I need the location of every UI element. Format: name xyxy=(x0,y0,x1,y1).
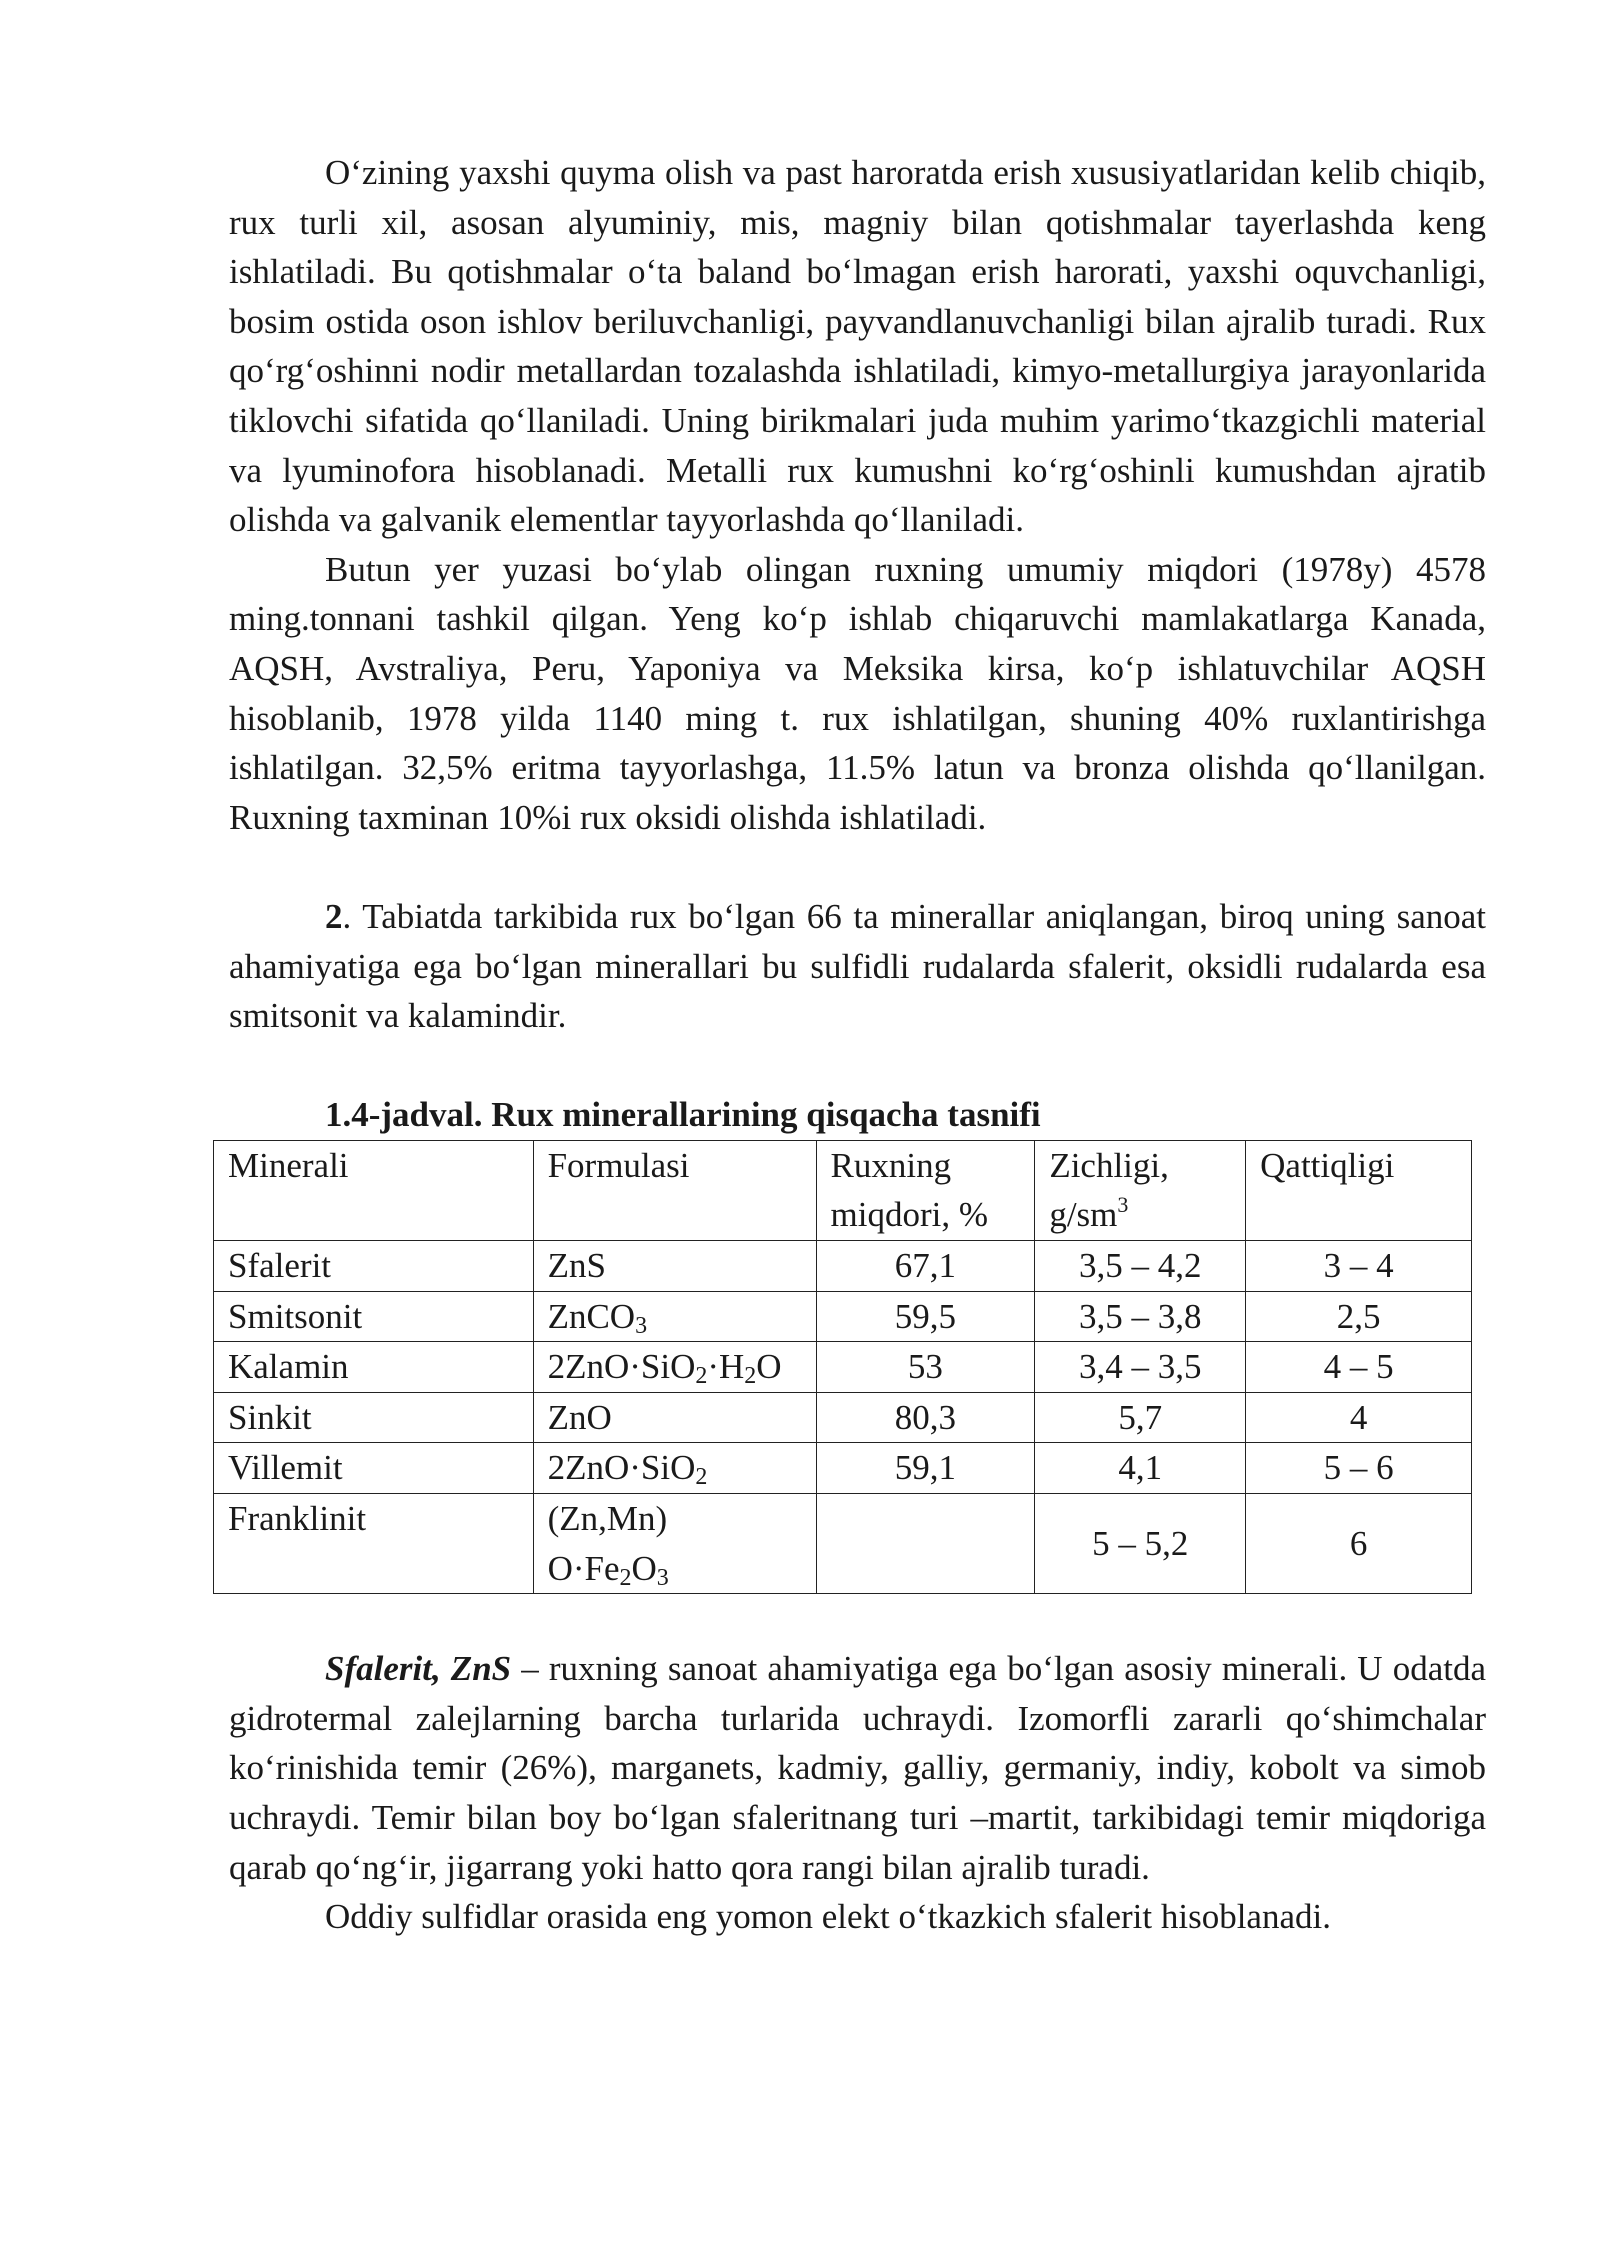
cell-density: 4,1 xyxy=(1035,1443,1246,1494)
table-row xyxy=(214,1494,1472,1594)
formula-part: O xyxy=(756,1347,782,1387)
spacer xyxy=(229,842,1486,892)
formula-part: O xyxy=(631,1548,657,1588)
formula-part: ZnS xyxy=(547,1246,606,1286)
header-zinc-content: Ruxning miqdori, % xyxy=(816,1140,1035,1240)
table-row xyxy=(214,1241,1472,1292)
cell-zinc: 59,5 xyxy=(816,1291,1035,1342)
cell-formula xyxy=(533,1443,816,1494)
cell-density: 3,5 – 3,8 xyxy=(1035,1291,1246,1342)
formula-subscript: 2 xyxy=(695,1464,708,1491)
cell-mineral: Sinkit xyxy=(214,1392,534,1443)
header-formula: Formulasi xyxy=(533,1140,816,1240)
formula-part: ·H xyxy=(707,1347,745,1387)
cell-zinc: 80,3 xyxy=(816,1392,1035,1443)
table-row xyxy=(214,1392,1472,1443)
cell-formula xyxy=(533,1241,816,1292)
cell-density: 5,7 xyxy=(1035,1392,1246,1443)
cell-hardness: 2,5 xyxy=(1246,1291,1472,1342)
cell-zinc xyxy=(816,1494,1035,1594)
cell-mineral: Smitsonit xyxy=(214,1291,534,1342)
section-number: 2 xyxy=(325,896,343,936)
section-text: . Tabiatda tarkibida rux bo‘lgan 66 ta minerallar aniqlangan, biroq uning sanoat ahamiyatiga ega bo‘lgan minerallari bu sulfidli rudalarda sfalerit, oksidli rudalarda esa smitsonit va kalamindir. xyxy=(229,896,1486,1036)
cell-formula xyxy=(533,1494,816,1594)
paragraph-production: Butun yer yuzasi bo‘ylab olingan ruxning umumiy miqdori (1978y) 4578 ming.tonnani tashkil qilgan. Yeng ko‘p ishlab chiqaruvchi mamlakatlarga Kanada, AQSH, Avstraliya, Peru, Yaponiya va Meksika kirsa, ko‘p ishlatuvchilar AQSH hisoblanib, 1978 yilda 1140 ming t. rux ishlatilgan, shuning 40% ruxlantirishga ishlatilgan. 32,5% eritma tayyorlashga, 11.5% latun va bronza olishda qo‘llanilgan. Ruxning taxminan 10%i rux oksidi olishda ishlatiladi. xyxy=(229,549,1486,837)
paragraph-minerals-intro xyxy=(229,892,1486,1041)
paragraph-alloys: O‘zining yaxshi quyma olish va past haroratda erish xususiyatlaridan kelib chiqib, rux turli xil, asosan alyuminiy, mis, magniy bilan qotishmalar tayerlashda keng ishlatiladi. Bu qotishmalar o‘ta baland bo‘lmagan erish harorati, yaxshi oquvchanligi, bosim ostida oson ishlov beriluvchanligi, payvandlanuvchanligi bilan ajralib turadi. Rux qo‘rg‘oshinni nodir metallardan tozalashda ishlatiladi, kimyo-metallurgiya jarayonlarida tiklovchi sifatida qo‘llaniladi. Uning birikmalari juda muhim yarimo‘tkazgichli material va lyuminofora hisoblanadi. Metalli rux kumushni ko‘rg‘oshinli kumushdan ajratib olishda va galvanik elementlar tayyorlashda qo‘llaniladi. xyxy=(229,153,1486,540)
cell-density: 3,5 – 4,2 xyxy=(1035,1241,1246,1292)
table-row xyxy=(214,1342,1472,1393)
formula-part: 2ZnO·SiO xyxy=(547,1347,696,1387)
cell-zinc: 67,1 xyxy=(816,1241,1035,1292)
cell-formula xyxy=(533,1291,816,1342)
formula-part: ZnCO xyxy=(547,1296,636,1336)
cell-hardness: 4 – 5 xyxy=(1246,1342,1472,1393)
header-hardness: Qattiqligi xyxy=(1246,1140,1472,1240)
formula-subscript: 3 xyxy=(635,1312,648,1339)
sfalerit-lead: Sfalerit, ZnS xyxy=(325,1649,512,1689)
formula-part: O·Fe xyxy=(547,1548,620,1588)
density-unit-superscript: 3 xyxy=(1117,1192,1129,1218)
density-label: Zichligi, g/sm xyxy=(1049,1145,1169,1235)
cell-hardness: 5 – 6 xyxy=(1246,1443,1472,1494)
formula-subscript: 2 xyxy=(695,1363,708,1390)
formula-part: 2ZnO·SiO xyxy=(547,1448,696,1488)
cell-hardness: 4 xyxy=(1246,1392,1472,1443)
cell-formula xyxy=(533,1392,816,1443)
cell-density: 3,4 – 3,5 xyxy=(1035,1342,1246,1393)
cell-mineral: Franklinit xyxy=(214,1494,534,1594)
formula-subscript: 2 xyxy=(744,1363,757,1390)
sfalerit-text: – ruxning sanoat ahamiyatiga ega bo‘lgan asosiy minerali. U odatda gidrotermal zalejlarning barcha turlarida uchraydi. Izomorfli zararli qo‘shimchalar ko‘rinishida temir (26%), marganets, kadmiy, galliy, germaniy, indiy, kobolt va simob uchraydi. Temir bilan boy bo‘lgan sfaleritnang turi –martit, tarkibidagi temir miqdoriga qarab qo‘ng‘ir, jigarrang yoki hatto qora rangi bilan ajralib turadi. xyxy=(229,1649,1486,1887)
cell-formula xyxy=(533,1342,816,1393)
cell-zinc: 59,1 xyxy=(816,1443,1035,1494)
paragraph-conductivity: Oddiy sulfidlar orasida eng yomon elekt o‘tkazkich sfalerit hisoblanadi. xyxy=(325,1897,1331,1937)
table-row xyxy=(214,1291,1472,1342)
cell-mineral: Sfalerit xyxy=(214,1241,534,1292)
formula-part: (Zn,Mn) xyxy=(547,1499,668,1539)
formula-subscript: 2 xyxy=(619,1564,632,1591)
cell-mineral: Kalamin xyxy=(214,1342,534,1393)
header-density xyxy=(1035,1140,1246,1240)
paragraph-sfalerit xyxy=(229,1644,1486,1892)
minerals-table xyxy=(213,1140,1472,1594)
header-mineral: Minerali xyxy=(214,1140,534,1240)
spacer xyxy=(229,1041,1486,1091)
cell-density: 5 – 5,2 xyxy=(1035,1494,1246,1594)
cell-hardness: 3 – 4 xyxy=(1246,1241,1472,1292)
formula-subscript: 3 xyxy=(656,1564,669,1591)
cell-hardness: 6 xyxy=(1246,1494,1472,1594)
document-page xyxy=(229,148,1486,1942)
formula-part: ZnO xyxy=(547,1397,612,1437)
table-header-row xyxy=(214,1140,1472,1240)
cell-mineral: Villemit xyxy=(214,1443,534,1494)
cell-zinc: 53 xyxy=(816,1342,1035,1393)
table-row xyxy=(214,1443,1472,1494)
table-title: 1.4-jadval. Rux minerallarining qisqacha tasnifi xyxy=(325,1095,1041,1135)
